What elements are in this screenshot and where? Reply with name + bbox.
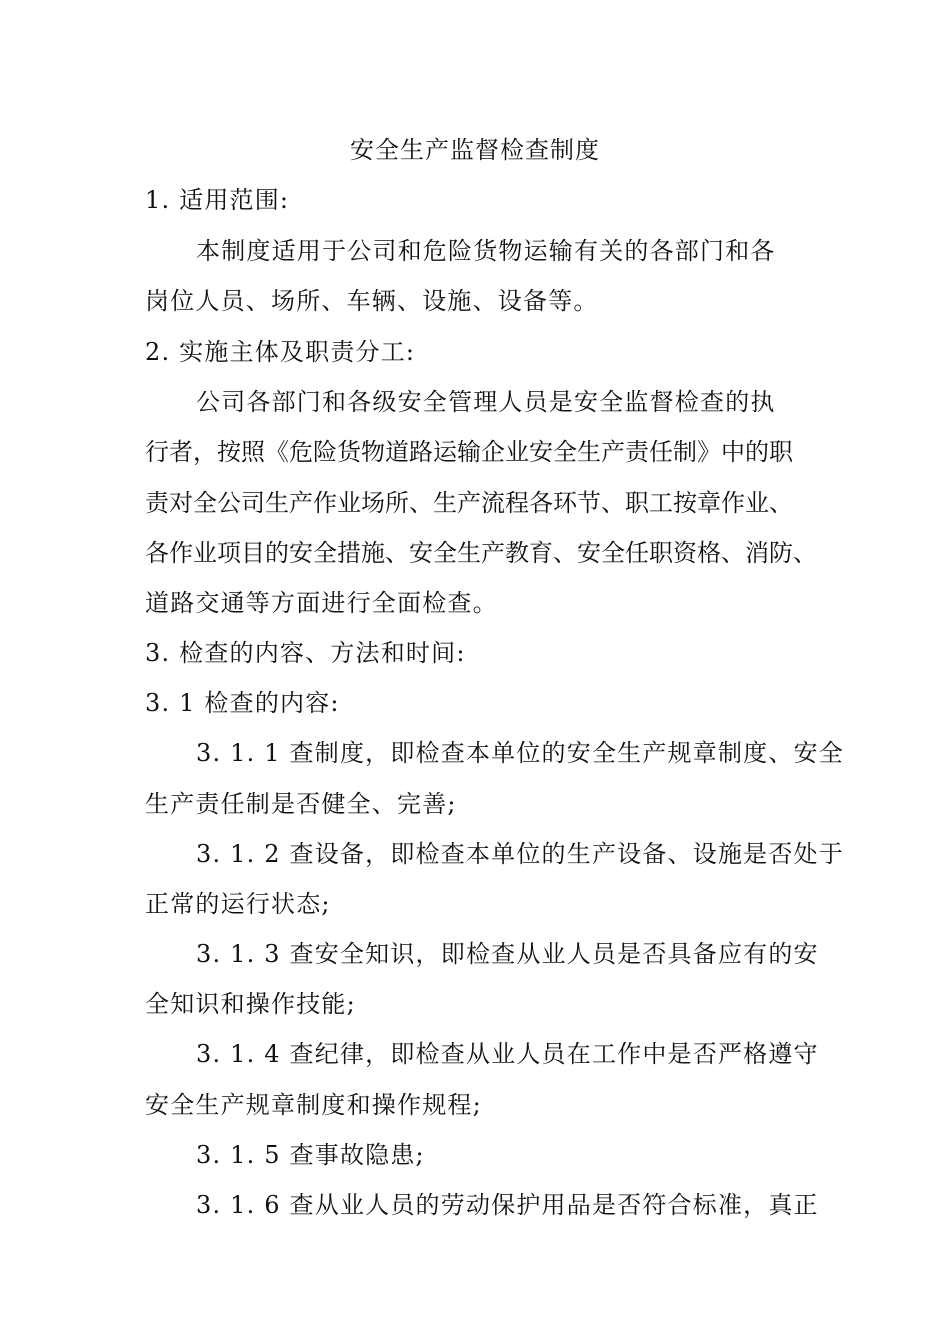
paragraph-line: 3. 1. 3 查安全知识，即检查从业人员是否具备应有的安 bbox=[196, 940, 819, 968]
paragraph-line: 3. 1. 4 查纪律，即检查从业人员在工作中是否严格遵守 bbox=[196, 1040, 819, 1068]
paragraph-line: 全知识和操作技能; bbox=[145, 990, 356, 1018]
section-heading-3: 3. 检查的内容、方法和时间: bbox=[145, 639, 466, 667]
paragraph-line: 本制度适用于公司和危险货物运输有关的各部门和各 bbox=[196, 237, 776, 265]
paragraph-line: 3. 1. 6 查从业人员的劳动保护用品是否符合标准，真正 bbox=[196, 1191, 819, 1219]
section-heading-2: 2. 实施主体及职责分工: bbox=[145, 338, 416, 366]
paragraph-line: 公司各部门和各级安全管理人员是安全监督检查的执 bbox=[196, 388, 776, 416]
paragraph-line: 岗位人员、场所、车辆、设施、设备等。 bbox=[145, 287, 599, 315]
paragraph-line: 正常的运行状态; bbox=[145, 890, 331, 918]
paragraph-line: 3. 1. 5 查事故隐患; bbox=[196, 1141, 425, 1169]
paragraph-line: 安全生产规章制度和操作规程; bbox=[145, 1091, 482, 1119]
document-title: 安全生产监督检查制度 bbox=[350, 136, 600, 164]
paragraph-line: 责对全公司生产作业场所、生产流程各环节、职工按章作业、 bbox=[145, 489, 793, 517]
paragraph-line: 道路交通等方面进行全面检查。 bbox=[145, 589, 498, 617]
paragraph-line: 生产责任制是否健全、完善; bbox=[145, 790, 457, 818]
subsection-heading: 3. 1 检查的内容: bbox=[145, 689, 340, 717]
paragraph-line: 3. 1. 1 查制度，即检查本单位的安全生产规章制度、安全 bbox=[196, 739, 844, 767]
section-heading-1: 1. 适用范围: bbox=[145, 186, 290, 214]
paragraph-line: 3. 1. 2 查设备，即检查本单位的生产设备、设施是否处于 bbox=[196, 840, 844, 868]
paragraph-line: 各作业项目的安全措施、安全生产教育、安全任职资格、消防、 bbox=[145, 539, 817, 567]
paragraph-line: 行者，按照《危险货物道路运输企业安全生产责任制》中的职 bbox=[145, 438, 793, 466]
